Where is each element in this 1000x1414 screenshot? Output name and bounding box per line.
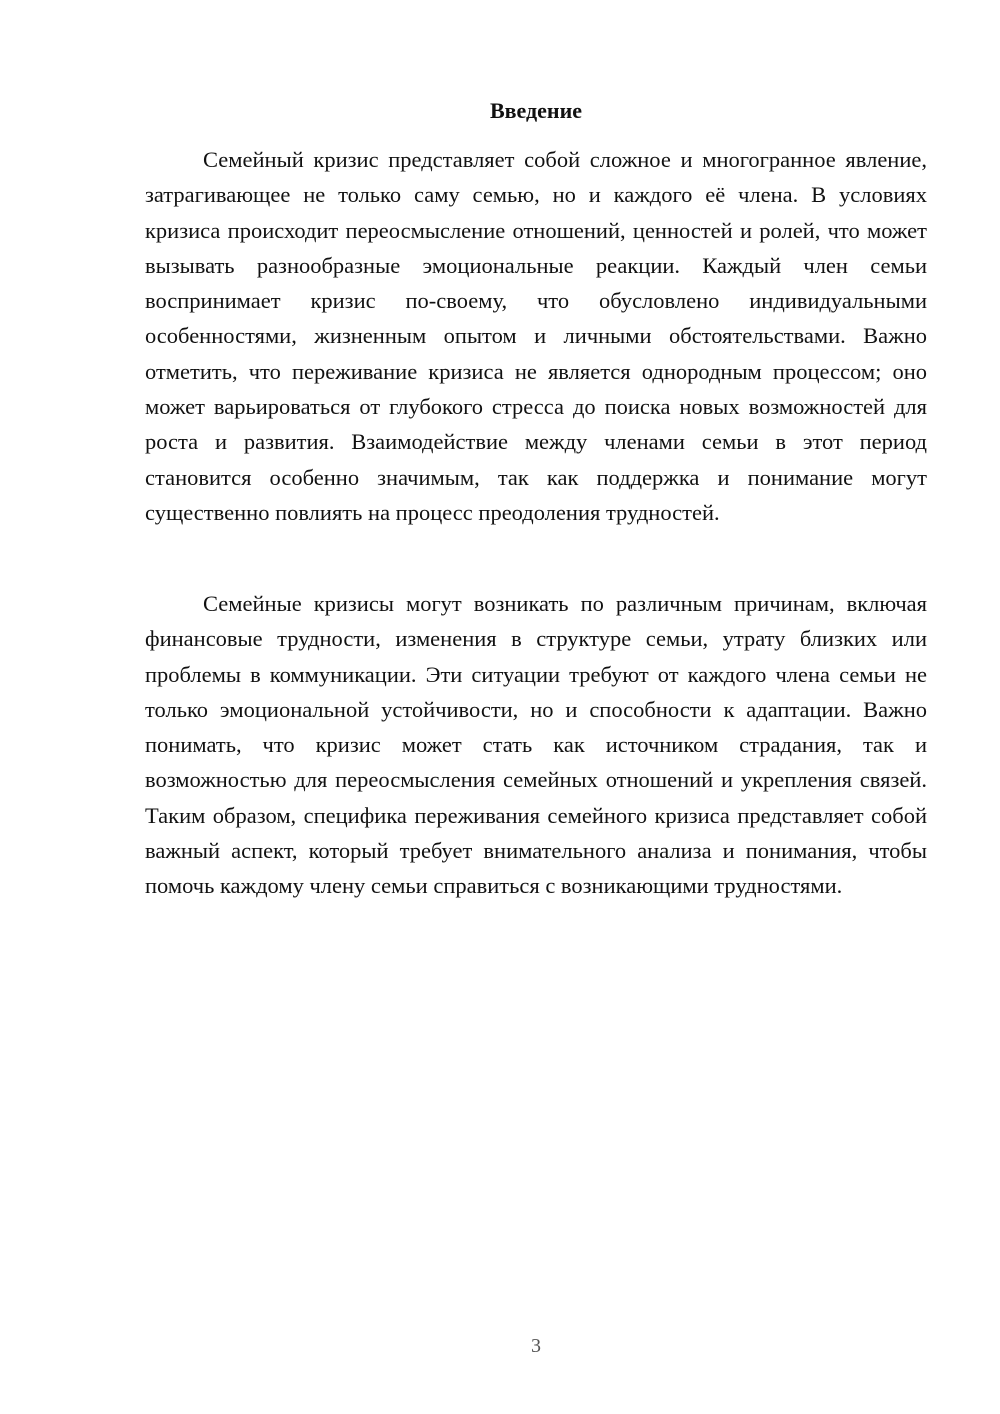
page-number: 3 xyxy=(531,1335,541,1357)
section-heading: Введение xyxy=(489,98,583,123)
paragraph-2: Семейные кризисы могут возникать по различным причинам, включая финансовые трудности, изменения в структуре семьи, утрату близких или проблемы в коммуникации. Эти ситуации требуют от каждого члена семьи не только эмоциональной устойчивости, но и способности к адаптации. Важно понимать, что кризис может стать как источником страдания, так и возможностью для переосмысления семейных отношений и укрепления связей. Таким образом, специфика переживания семейного кризиса представляет собой важный аспект, который требует внимательного анализа и понимания, чтобы помочь каждому члену семьи справиться с возникающими трудностями. xyxy=(145,591,927,899)
paragraph-1: Семейный кризис представляет собой сложное и многогранное явление, затрагивающее не только саму семью, но и каждого её члена. В условиях кризиса происходит переосмысление отношений, ценностей и ролей, что может вызывать разнообразные эмоциональные реакции. Каждый член семьи воспринимает кризис по-своему, что обусловлено индивидуальными особенностями, жизненным опытом и личными обстоятельствами. Важно отметить, что переживание кризиса не является однородным процессом; оно может варьироваться от глубокого стресса до поиска новых возможностей для роста и развития. Взаимодействие между членами семьи в этот период становится особенно значимым, так как поддержка и понимание могут существенно повлиять на процесс преодоления трудностей. xyxy=(145,147,927,525)
